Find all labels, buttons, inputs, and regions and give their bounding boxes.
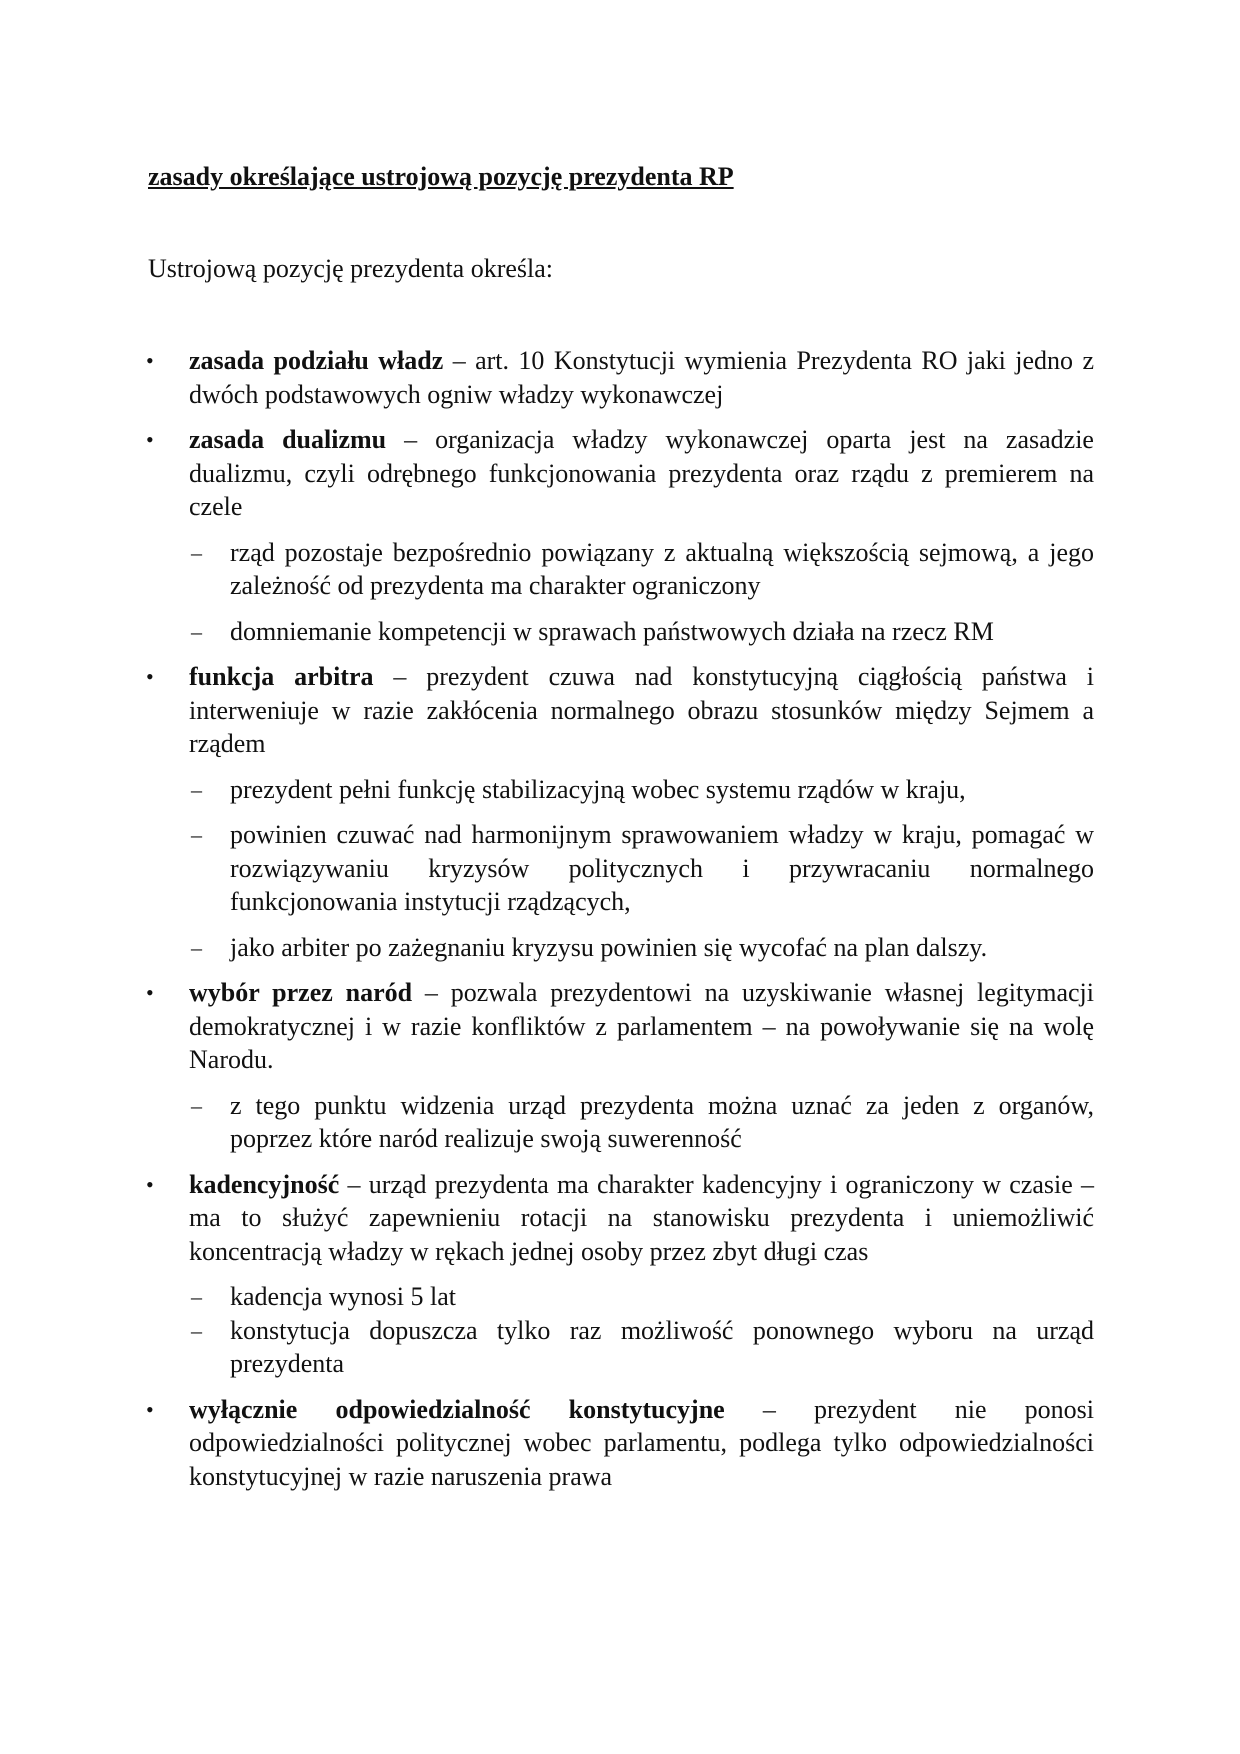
list-item	[148, 1168, 1094, 1381]
item-paragraph	[189, 976, 1094, 1077]
dash-icon: –	[191, 1284, 202, 1309]
item-text: – pozwala prezydentowi na uzyskiwanie własnej legitymacji demokratycznej i w razie konfliktów z parlamentem – na powoływanie się na wolę Narodu.	[189, 978, 1094, 1074]
sub-item-text: prezydent pełni funkcję stabilizacyjną wobec systemu rządów w kraju,	[230, 774, 966, 804]
item-paragraph	[189, 1393, 1094, 1494]
sub-list	[189, 1089, 1094, 1156]
dash-icon: –	[191, 934, 202, 960]
item-term: zasada podziału władz	[189, 346, 444, 375]
item-text: – prezydent czuwa nad konstytucyjną ciągłością państwa i interweniuje w razie zakłócenia normalnego obrazu stosunków między Sejmem a rządem	[189, 662, 1094, 758]
sub-item-text: kadencja wynosi 5 lat	[230, 1282, 456, 1311]
item-term: wybór przez naród	[189, 978, 413, 1007]
dash-icon: –	[191, 539, 202, 565]
item-paragraph	[189, 660, 1094, 761]
sub-list-item	[189, 773, 1094, 807]
item-text: – organizacja władzy wykonawczej oparta jest na zasadzie dualizmu, czyli odrębnego funkcjonowania prezydenta oraz rządu z premierem na czele	[189, 425, 1094, 521]
item-text: – prezydent nie ponosi odpowiedzialności politycznej wobec parlamentu, podlega tylko odpowiedzialności konstytucyjnej w razie naruszenia prawa	[189, 1394, 1095, 1491]
sub-list	[189, 773, 1094, 965]
document-body	[148, 344, 1094, 1505]
bullet-icon: •	[146, 348, 154, 373]
item-paragraph	[189, 344, 1094, 411]
sub-item-text: domniemanie kompetencji w sprawach państwowych działa na rzecz RM	[230, 616, 994, 646]
item-text: – art. 10 Konstytucji wymienia Prezydenta RO jaki jedno z dwóch podstawowych ogniw władzy wykonawczej	[189, 346, 1094, 409]
item-text: – urząd prezydenta ma charakter kadencyjny i ograniczony w czasie – ma to służyć zapewnieniu rotacji na stanowisku prezydenta i uniemożliwić koncentracją władzy w rękach jednej osoby przez zbyt długi czas	[189, 1169, 1094, 1266]
list-item	[148, 660, 1094, 964]
sub-item-text: jako arbiter po zażegnaniu kryzysu powinien się wycofać na plan dalszy.	[230, 932, 988, 962]
dash-icon: –	[191, 618, 202, 644]
sub-item-text: powinien czuwać nad harmonijnym sprawowaniem władzy w kraju, pomagać w rozwiązywaniu kryzysów politycznych i przywracaniu normalnego funkcjonowania instytucji rządzących,	[230, 820, 1094, 916]
sub-list-item	[189, 818, 1094, 919]
sub-list-item	[189, 536, 1094, 603]
sub-list-item	[189, 1089, 1094, 1156]
list-item	[148, 423, 1094, 648]
bullet-icon: •	[146, 664, 154, 689]
intro-text: Ustrojową pozycję prezydenta określa:	[148, 254, 554, 283]
list-item	[148, 1393, 1094, 1494]
sub-list-item	[189, 931, 1094, 965]
dash-icon: –	[191, 776, 202, 802]
list-item	[148, 344, 1094, 411]
sub-list-item	[189, 1280, 1094, 1314]
sub-list-item	[189, 615, 1094, 649]
sub-list	[189, 536, 1094, 649]
list-item	[148, 976, 1094, 1156]
sub-item-text: rząd pozostaje bezpośrednio powiązany z aktualną większością sejmową, a jego zależność od prezydenta ma charakter ograniczony	[230, 537, 1094, 600]
bullet-icon: •	[146, 1171, 154, 1197]
dash-icon: –	[191, 822, 202, 847]
bullet-icon: •	[146, 427, 154, 452]
bullet-icon: •	[146, 980, 154, 1005]
item-paragraph	[189, 1168, 1094, 1269]
sub-item-text: z tego punktu widzenia urząd prezydenta można uznać za jeden z organów, poprzez które naród realizuje swoją suwerenność	[230, 1090, 1094, 1153]
sub-item-text: konstytucja dopuszcza tylko raz możliwość ponownego wyboru na urząd prezydenta	[230, 1315, 1094, 1378]
item-term: wyłącznie odpowiedzialność konstytucyjne	[189, 1394, 725, 1424]
item-paragraph	[189, 423, 1094, 524]
principles-list	[148, 344, 1094, 1493]
bullet-icon: •	[146, 1396, 154, 1422]
item-term: funkcja arbitra	[189, 662, 374, 691]
document-title: zasady określające ustrojową pozycję prezydenta RP	[148, 162, 734, 191]
dash-icon: –	[191, 1317, 202, 1343]
item-term: zasada dualizmu	[189, 425, 387, 454]
item-term: kadencyjność	[189, 1169, 340, 1199]
sub-list	[189, 1280, 1094, 1381]
dash-icon: –	[191, 1092, 202, 1118]
sub-list-item	[189, 1314, 1094, 1381]
